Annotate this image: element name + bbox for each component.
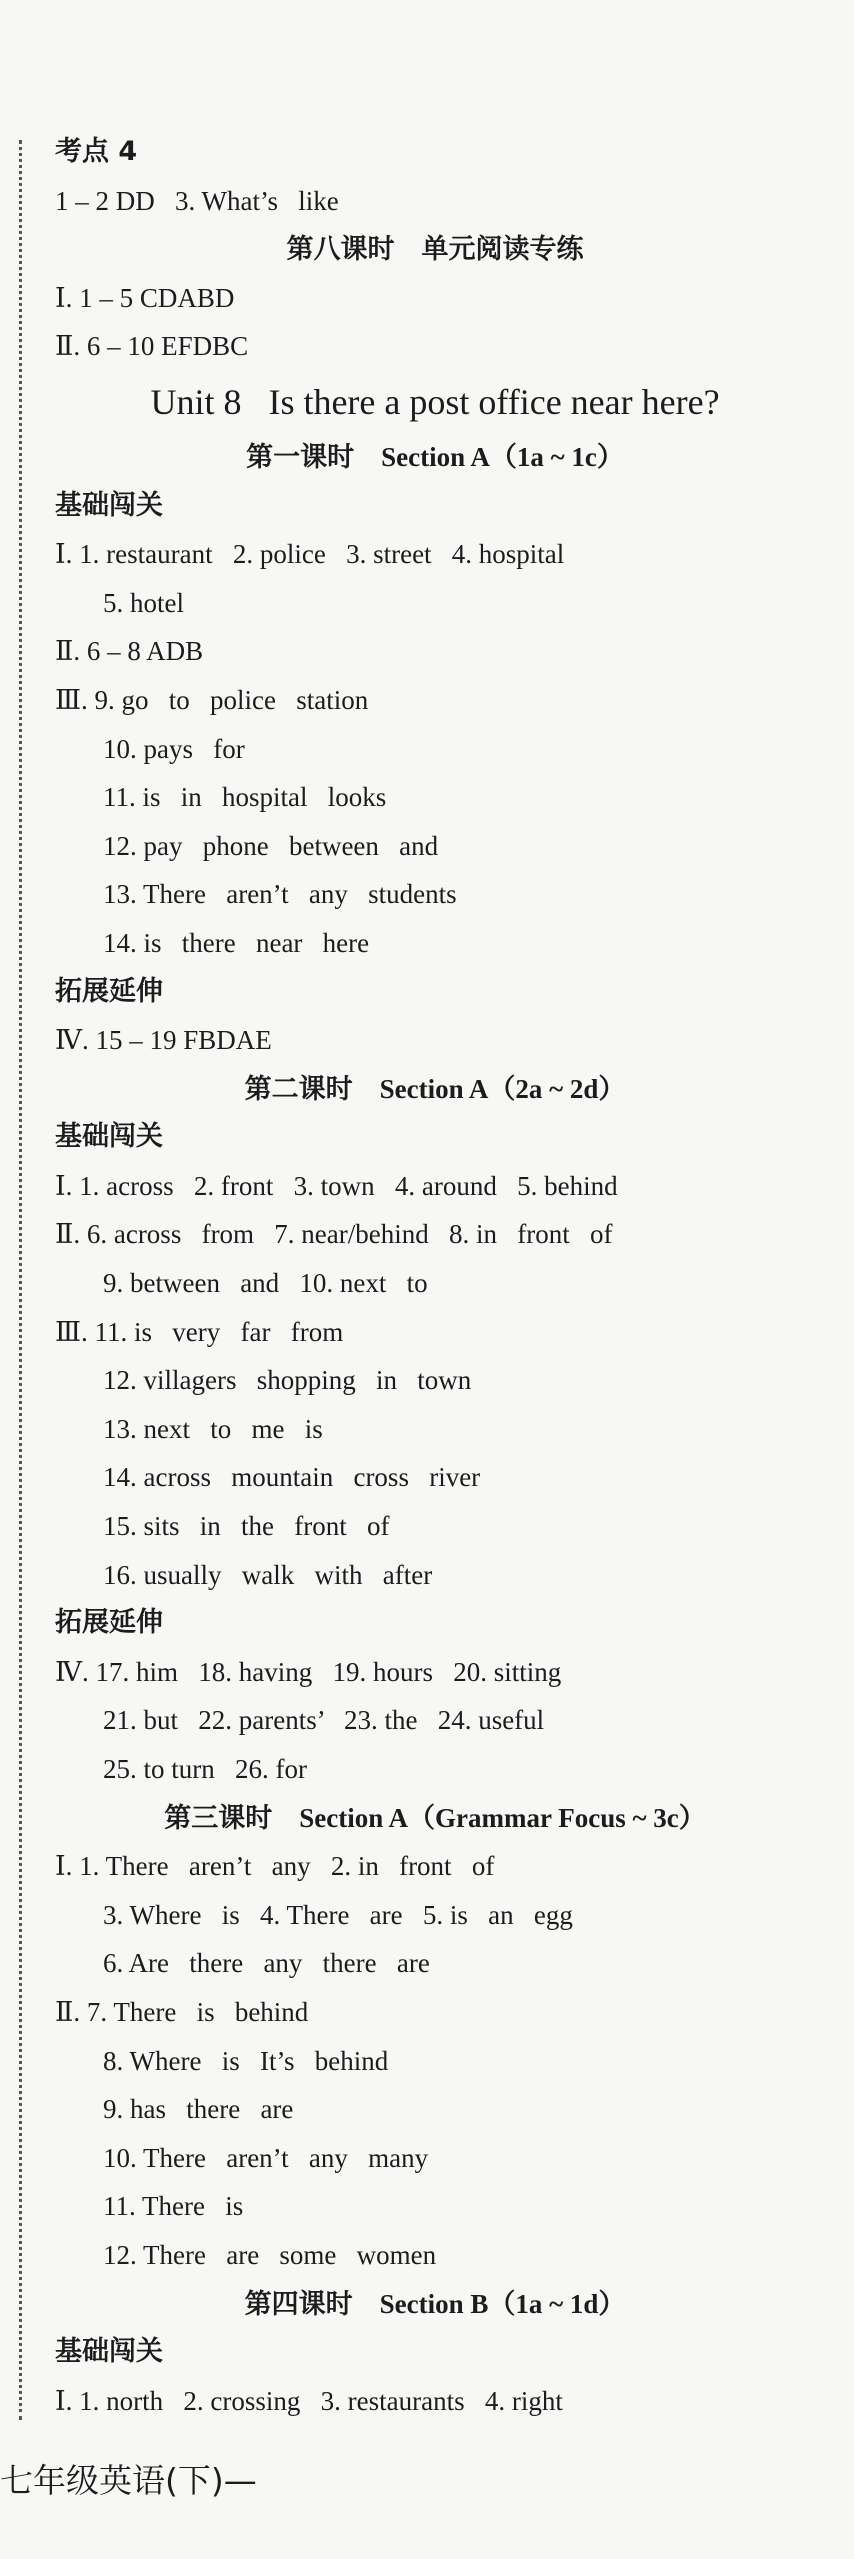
answer-line: 9. has there are — [103, 2094, 294, 2125]
answer-line: Ⅰ. 1 – 5 CDABD — [55, 282, 235, 313]
answer-line: 11. There is — [103, 2191, 244, 2222]
answer-line: Ⅱ. 6 – 8 ADB — [55, 636, 204, 667]
answer-line: 5. hotel — [103, 587, 184, 618]
page-footer: 七年级英语(下)— — [0, 2461, 257, 2500]
answer-line: Ⅳ. 17. him 18. having 19. hours 20. sitting — [55, 1656, 562, 1687]
answer-line: 14. is there near here — [103, 927, 370, 958]
answer-line: Ⅳ. 15 – 19 FBDAE — [55, 1025, 272, 1056]
section-heading: 考点 4 — [55, 136, 138, 167]
answer-line: Ⅱ. 6. across from 7. near/behind 8. in front of — [55, 1219, 613, 1250]
answer-line: Ⅱ. 6 – 10 EFDBC — [55, 331, 249, 362]
answer-line: 12. There are some women — [103, 2239, 437, 2270]
section-heading: 基础闯关 — [55, 2336, 163, 2368]
section-heading: 拓展延伸 — [55, 1607, 163, 1639]
answer-line: 12. pay phone between and — [103, 830, 439, 861]
answer-line: 1 – 2 DD 3. What’s like — [55, 185, 339, 216]
answer-line: Ⅰ. 1. There aren’t any 2. in front of — [55, 1851, 495, 1882]
lesson-title: Unit 8 Is there a post office near here? — [150, 381, 720, 422]
answer-line: Ⅰ. 1. north 2. crossing 3. restaurants 4. right — [55, 2385, 563, 2416]
answer-line: 10. pays for — [103, 733, 245, 764]
lesson-title: 第八课时 单元阅读专练 — [286, 234, 584, 265]
answer-line: Ⅰ. 1. across 2. front 3. town 4. around 5. behind — [55, 1170, 618, 1201]
answer-line: Ⅲ. 9. go to police station — [55, 684, 369, 715]
dotted-margin-line — [19, 140, 22, 2420]
answer-line: 13. next to me is — [103, 1413, 323, 1444]
section-heading: 基础闯关 — [55, 489, 163, 521]
section-heading: 基础闯关 — [55, 1121, 163, 1153]
answer-line: 10. There aren’t any many — [103, 2142, 429, 2173]
lesson-title: 第一课时 Section A（1a ~ 1c） — [246, 441, 624, 472]
answer-line: 6. Are there any there are — [103, 1948, 430, 1979]
answer-line: 16. usually walk with after — [103, 1559, 433, 1590]
answer-line: Ⅰ. 1. restaurant 2. police 3. street 4. hospital — [55, 539, 565, 570]
answer-line: 15. sits in the front of — [103, 1511, 390, 1542]
answer-line: 12. villagers shopping in town — [103, 1365, 472, 1396]
answer-line: 8. Where is It’s behind — [103, 2045, 389, 2076]
answer-line: 14. across mountain cross river — [103, 1462, 481, 1493]
lesson-title: 第四课时 Section B（1a ~ 1d） — [244, 2288, 626, 2319]
answer-line: 11. is in hospital looks — [103, 782, 387, 813]
answer-line: 9. between and 10. next to — [103, 1268, 428, 1299]
lesson-title: 第三课时 Section A（Grammar Focus ~ 3c） — [164, 1802, 706, 1833]
section-heading: 拓展延伸 — [55, 975, 163, 1007]
answer-content — [55, 128, 815, 2425]
answer-line: 21. but 22. parents’ 23. the 24. useful — [103, 1705, 545, 1736]
answer-line: 13. There aren’t any students — [103, 879, 457, 910]
lesson-title: 第二课时 Section A（2a ~ 2d） — [244, 1073, 626, 1104]
answer-line: Ⅲ. 11. is very far from — [55, 1316, 344, 1347]
answer-line: 3. Where is 4. There are 5. is an egg — [103, 1899, 573, 1930]
answer-line: Ⅱ. 7. There is behind — [55, 1996, 309, 2027]
answer-line: 25. to turn 26. for — [103, 1754, 307, 1784]
